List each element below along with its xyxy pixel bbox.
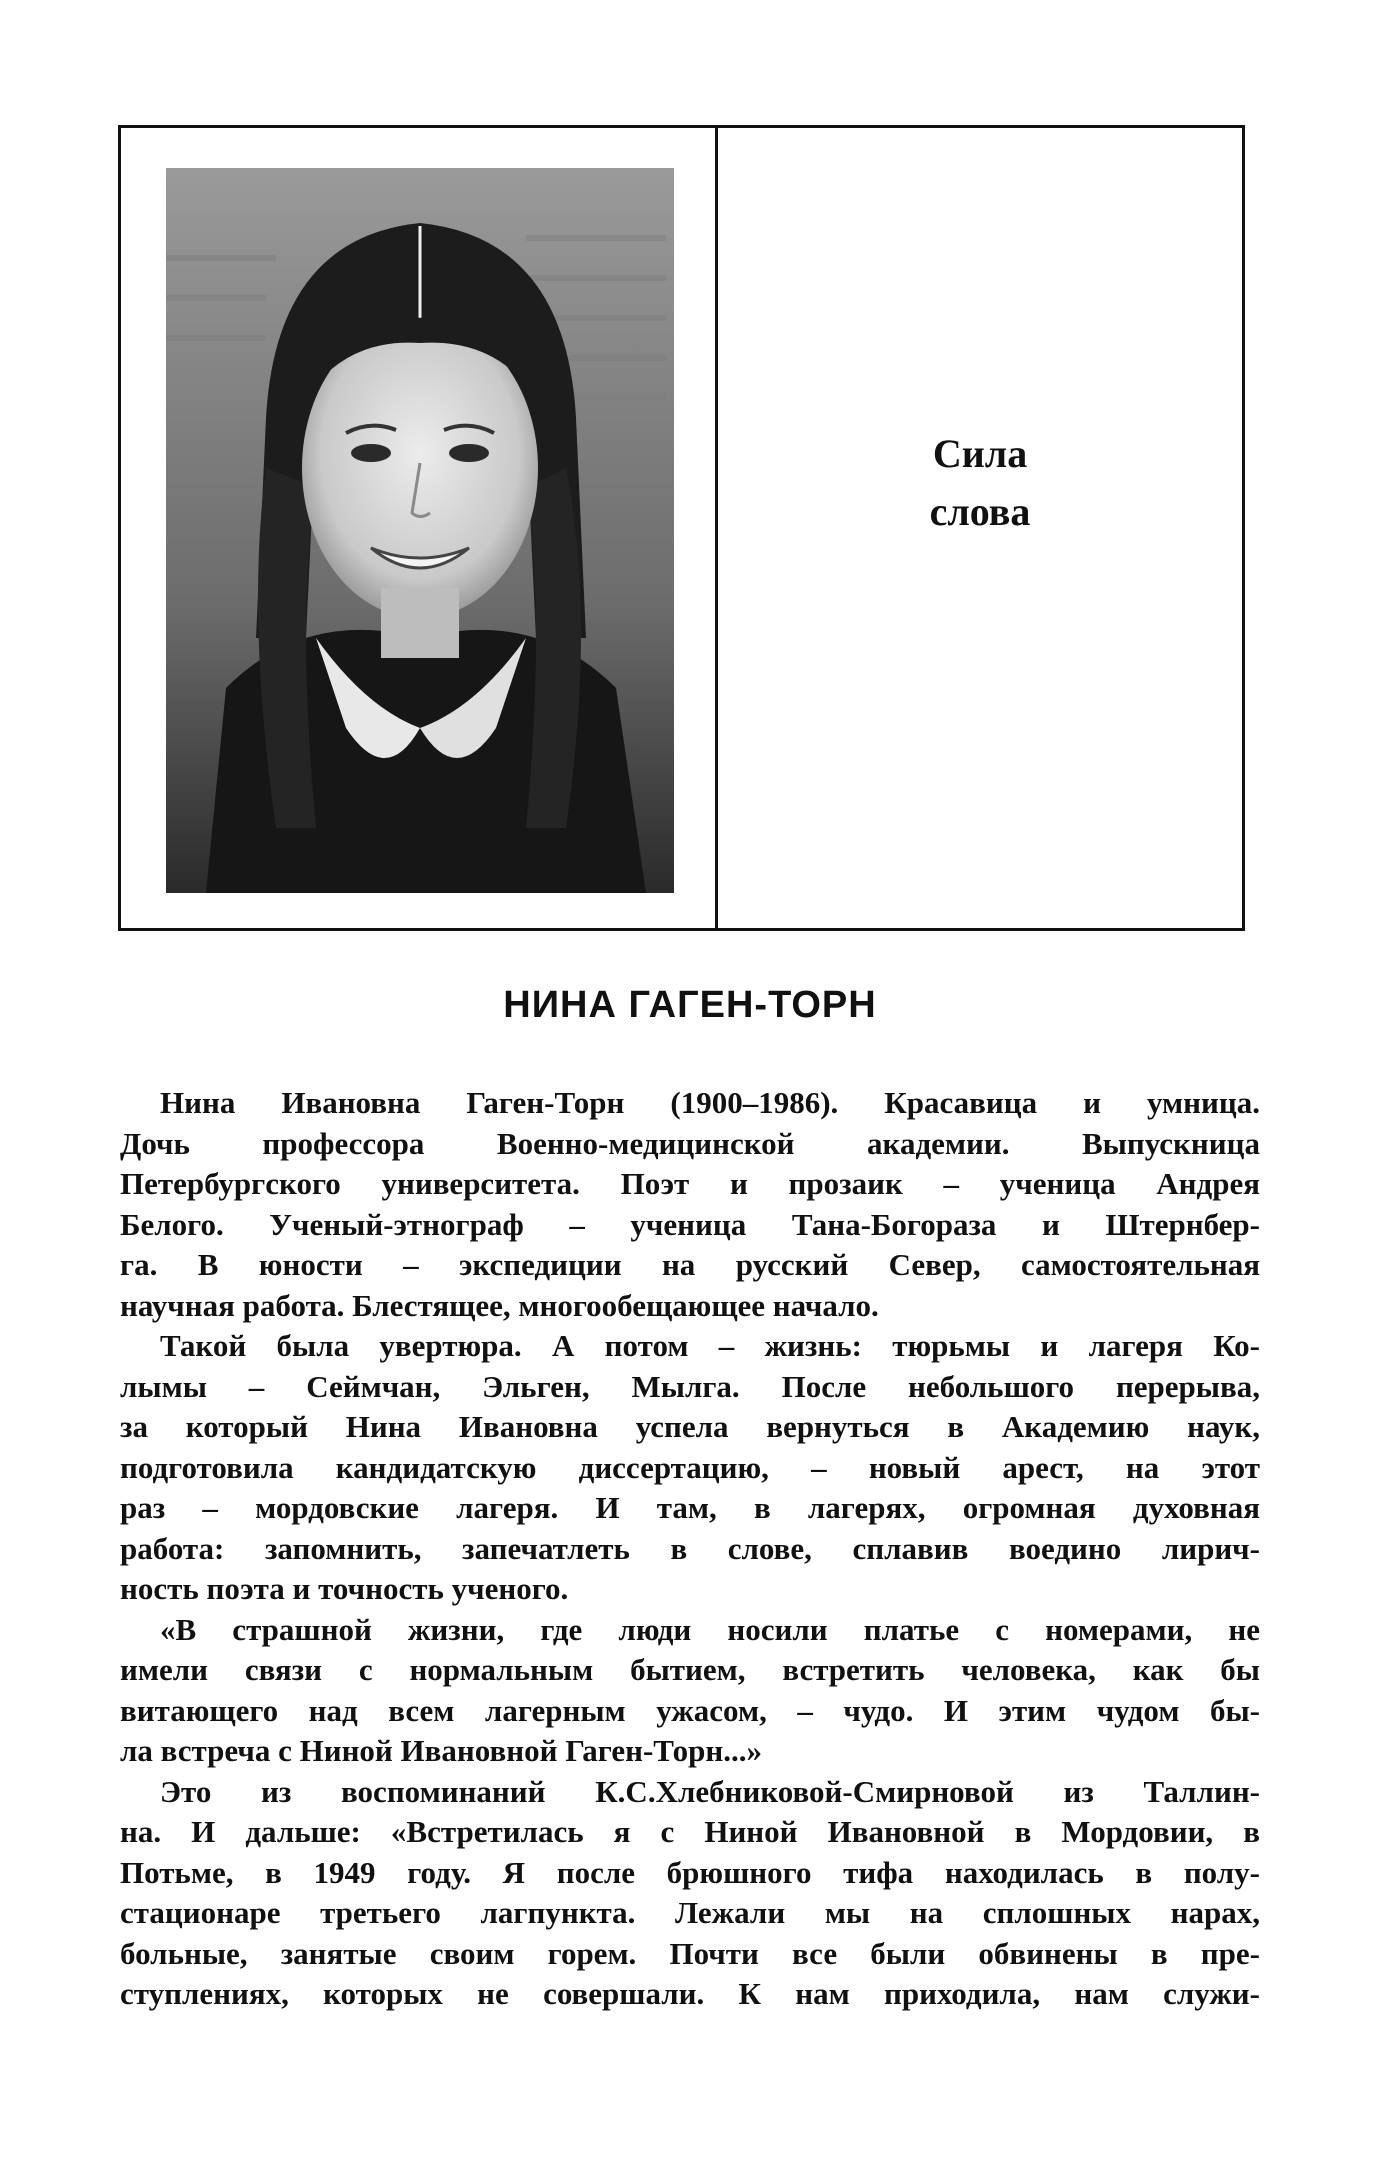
paragraph-2 [120,1326,1260,1610]
paragraph-3 [120,1610,1260,1772]
text-line: на. И дальше: «Встретилась я с Ниной Ивановной в Мордовии, в [120,1814,1260,1849]
section-title [718,425,1242,541]
paragraph-1 [120,1083,1260,1326]
text-line: «В страшной жизни, где люди носили платье с номерами, не [160,1611,1260,1647]
text-line: витающего над всем лагерным ужасом, – чудо. И этим чудом бы- [120,1692,1260,1728]
text-line: ность поэта и точность ученого. [120,1571,569,1606]
text-line: имели связи с нормальным бытием, встретить человека, как бы [120,1652,1260,1687]
section-heading-box [718,128,1242,928]
text-line: научная работа. Блестящее, многообещающее начало. [120,1287,879,1323]
text-line: ступлениях, которых не совершали. К нам приходила, нам служи- [120,1976,1260,2011]
text-line: Потьме, в 1949 году. Я после брюшного тифа находилась в полу- [120,1854,1260,1890]
text-line: за который Нина Ивановна успела вернуться в Академию наук, [120,1409,1260,1444]
text-line: лымы – Сеймчан, Эльген, Мылга. После небольшого перерыва, [120,1368,1260,1404]
portrait-photo [166,168,674,893]
portrait-image [166,168,674,893]
section-title-line-2: слова [929,489,1031,534]
text-line: подготовила кандидатскую диссертацию, – новый арест, на этот [120,1449,1260,1485]
text-line: Такой была увертюра. А потом – жизнь: тюрьмы и лагеря Ко- [160,1328,1260,1363]
section-title-line-1: Сила [932,431,1028,476]
text-line: Дочь профессора Военно-медицинской академии. Выпускница [120,1125,1260,1161]
body-text [120,1083,1260,2015]
text-line: Нина Ивановна Гаген-Торн (1900–1986). Красавица и умница. [160,1085,1260,1120]
text-line: га. В юности – экспедиции на русский Север, самостоятельная [120,1247,1260,1282]
text-line: Петербургского университета. Поэт и прозаик – ученица Андрея [120,1166,1260,1201]
text-line: работа: запомнить, запечатлеть в слове, сплавив воедино лирич- [120,1530,1260,1566]
text-line: Белого. Ученый-этнограф – ученица Тана-Богораза и Штернбер- [120,1206,1260,1242]
paragraph-4 [120,1772,1260,2015]
text-line: раз – мордовские лагеря. И там, в лагерях, огромная духовная [120,1490,1260,1525]
text-line: ла встреча с Ниной Ивановной Гаген-Торн...» [120,1733,762,1768]
header-frame [118,125,1245,931]
text-line: стационаре третьего лагпункта. Лежали мы на сплошных нарах, [120,1895,1260,1930]
text-line: Это из воспоминаний К.С.Хлебниковой-Смирновой из Таллин- [160,1773,1260,1809]
author-name: НИНА ГАГЕН-ТОРН [503,984,877,1026]
text-line: больные, занятые своим горем. Почти все были обвинены в пре- [120,1935,1260,1971]
